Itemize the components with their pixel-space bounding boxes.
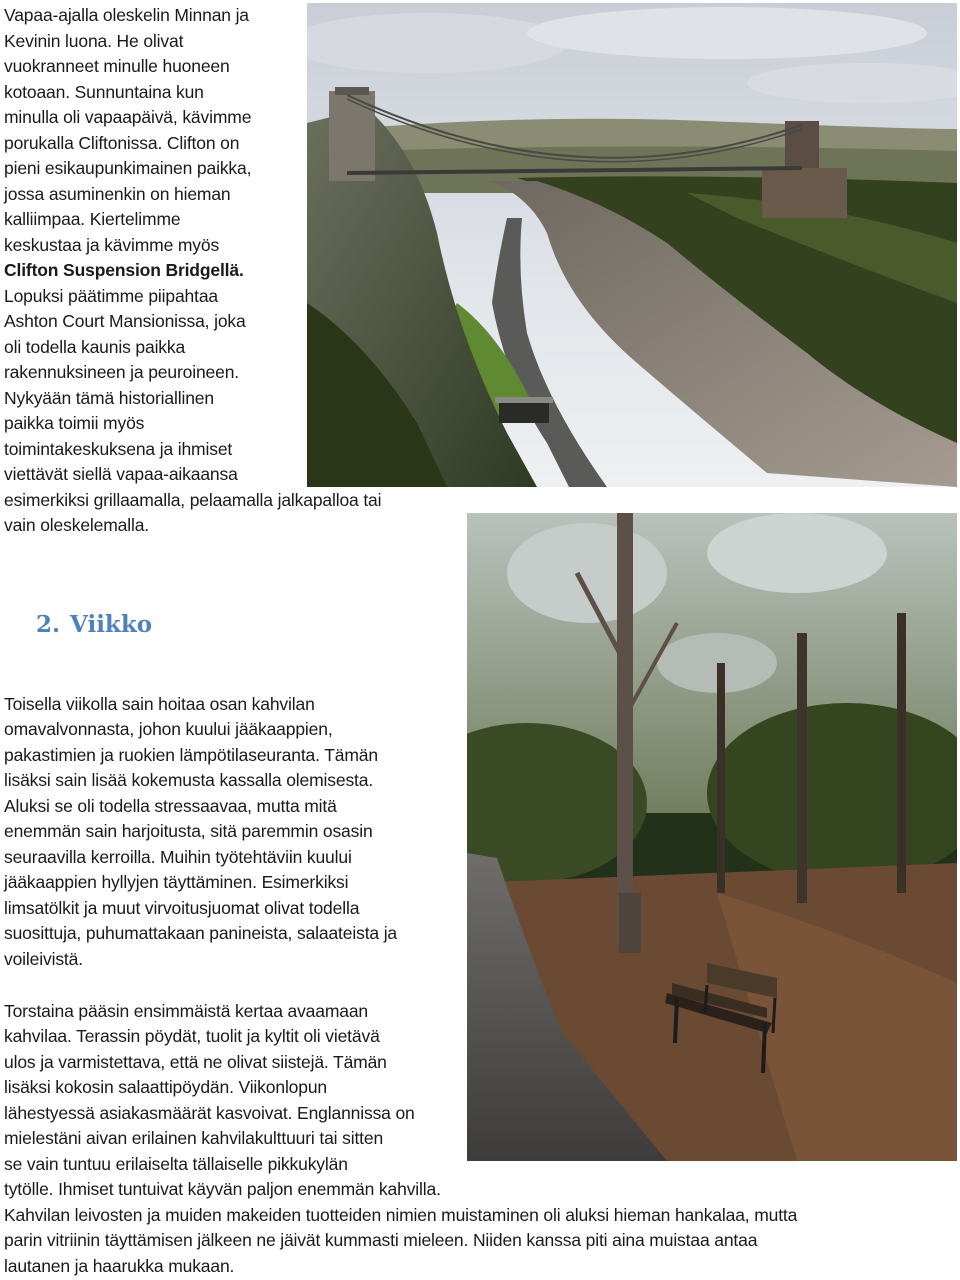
clifton-bridge-photo-graphic	[307, 3, 957, 487]
text-line: pieni esikaupunkimainen paikka,	[4, 158, 252, 178]
text-line: esimerkiksi grillaamalla, pelaamalla jalkapalloa tai	[4, 490, 382, 510]
text-line: seuraavilla kerroilla. Muihin työtehtäviin kuului	[4, 847, 352, 867]
text-line: Kahvilan leivosten ja muiden makeiden tuotteiden nimien muistaminen oli aluksi hieman hankalaa, mutta	[4, 1205, 798, 1225]
text-line: Torstaina pääsin ensimmäistä kertaa avaamaan	[4, 1001, 369, 1021]
text-line: parin vitriinin täyttämisen jälkeen ne jäivät kummasti mieleen. Niiden kanssa piti aina muistaa antaa	[4, 1230, 758, 1250]
text-line: Ashton Court Mansionissa, joka	[4, 311, 246, 331]
text-line: Lopuksi päätimme piipahtaa	[4, 286, 219, 306]
text-line: Nykyään tämä historiallinen	[4, 388, 214, 408]
text-line: mielestäni aivan erilainen kahvilakulttuuri tai sitten	[4, 1128, 384, 1148]
text-line: rakennuksineen ja peuroineen.	[4, 362, 239, 382]
text-line: Vapaa-ajalla oleskelin Minnan ja	[4, 5, 249, 25]
text-line: lähestyessä asiakasmäärät kasvoivat. Englannissa on	[4, 1103, 415, 1123]
text-line: vuokranneet minulle huoneen	[4, 56, 230, 76]
section-heading-week-2	[36, 611, 152, 638]
text-line: viettävät siellä vapaa-aikaansa	[4, 464, 238, 484]
text-line: Kevinin luona. He olivat	[4, 31, 184, 51]
text-line: lisäksi kokosin salaattipöydän. Viikonlopun	[4, 1077, 328, 1097]
heading-title: Viikko	[70, 611, 153, 638]
text-line: keskustaa ja kävimme myös	[4, 235, 220, 255]
text-line: kotoaan. Sunnuntaina kun	[4, 82, 204, 102]
text-line: se vain tuntuu erilaiselta tällaiselle pikkukylän	[4, 1154, 348, 1174]
text-line: suosittuja, puhumattakaan panineista, salaateista ja	[4, 923, 398, 943]
clifton-bridge-photo	[307, 3, 957, 487]
text-line: lisäksi sain lisää kokemusta kassalla olemisesta.	[4, 770, 374, 790]
text-line: jääkaappien hyllyjen täyttäminen. Esimerkiksi	[4, 872, 349, 892]
text-line: jossa asuminenkin on hieman	[4, 184, 231, 204]
text-line: limsatölkit ja muut virvoitusjuomat olivat todella	[4, 898, 360, 918]
text-line: tytölle. Ihmiset tuntuivat käyvän paljon enemmän kahvilla.	[4, 1179, 441, 1199]
text-line: omavalvonnasta, johon kuului jääkaappien,	[4, 719, 333, 739]
park-bench-photo-graphic	[467, 513, 957, 1161]
text-line: lautanen ja haarukka mukaan.	[4, 1256, 235, 1276]
park-bench-photo	[467, 513, 957, 1161]
text-line: oli todella kaunis paikka	[4, 337, 186, 357]
text-line: porukalla Cliftonissa. Clifton on	[4, 133, 240, 153]
heading-number: 2.	[36, 611, 61, 638]
text-line: kahvilaa. Terassin pöydät, tuolit ja kyltit oli vietävä	[4, 1026, 380, 1046]
text-line: Toisella viikolla sain hoitaa osan kahvilan	[4, 694, 315, 714]
text-line: Aluksi se oli todella stressaavaa, mutta mitä	[4, 796, 337, 816]
text-line: pakastimien ja ruokien lämpötilaseuranta. Tämän	[4, 745, 378, 765]
text-line: enemmän sain harjoitusta, sitä paremmin osasin	[4, 821, 373, 841]
text-line: vain oleskelemalla.	[4, 515, 150, 535]
text-line: ulos ja varmistettava, että ne olivat siistejä. Tämän	[4, 1052, 387, 1072]
text-line: kalliimpaa. Kiertelimme	[4, 209, 181, 229]
text-line-bridge-name: Clifton Suspension Bridgellä.	[4, 260, 244, 280]
text-line: minulla oli vapaapäivä, kävimme	[4, 107, 252, 127]
text-line: paikka toimii myös	[4, 413, 145, 433]
text-line: toimintakeskuksena ja ihmiset	[4, 439, 233, 459]
text-line: voileivistä.	[4, 949, 83, 969]
